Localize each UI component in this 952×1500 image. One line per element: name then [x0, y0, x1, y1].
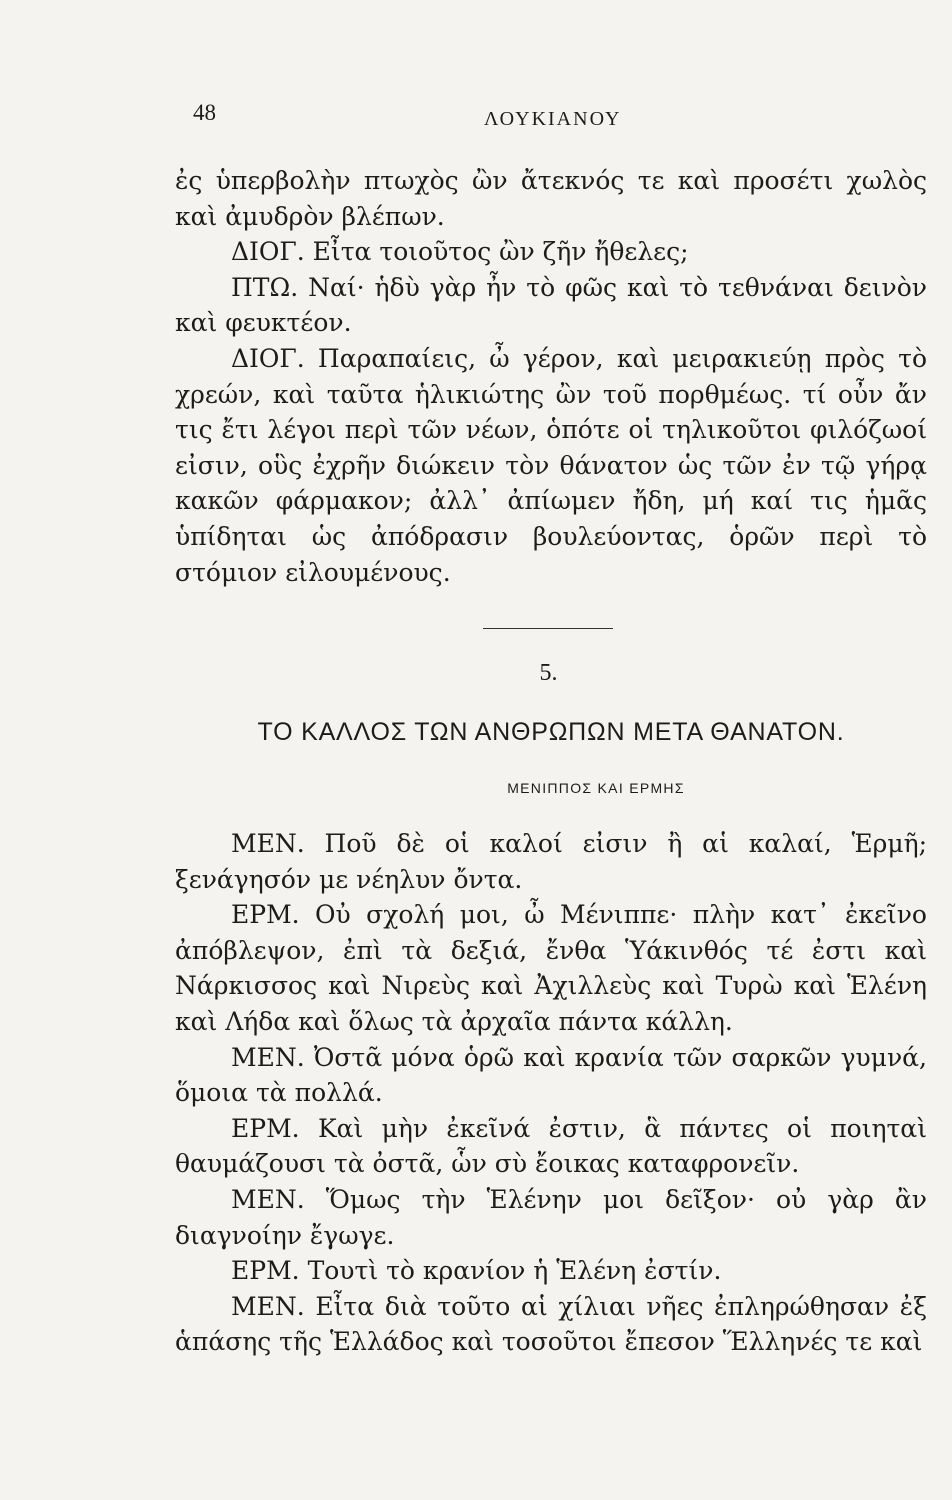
section-number: 5.	[539, 660, 558, 686]
paragraph: ΜΕΝ. Εἶτα διὰ τοῦτο αἱ χίλιαι νῆες ἐπληρώθησαν ἐξ ἁπάσης τῆς Ἑλλάδος καὶ τοσοῦτοι ἔπεσον Ἕλληνές τε καὶ	[175, 1291, 927, 1357]
paragraph: ΜΕΝ. Ὅμως τὴν Ἑλένην μοι δεῖξον· οὐ γὰρ ἂν διαγνοίην ἔγωγε.	[175, 1184, 927, 1250]
paragraph: ΕΡΜ. Οὐ σχολή μοι, ὦ Μένιππε· πλὴν κατ᾽ ἐκεῖνο ἀπόβλεψον, ἐπὶ τὰ δεξιά, ἔνθα Ὑάκινθός τέ ἐστι καὶ Νάρκισσος καὶ Νιρεὺς καὶ Ἀχιλλεὺς καὶ Τυρὼ καὶ Ἑλένη καὶ Λήδα καὶ ὅλως τὰ ἀρχαῖα πάντα κάλλη.	[175, 900, 927, 1036]
dramatis-personae: ΜΕΝΙΠΠΟΣ ΚΑΙ ΕΡΜΗΣ	[507, 780, 685, 796]
paragraph: ΔΙΟΓ. Παραπαίεις, ὦ γέρον, καὶ μειρακιεύῃ πρὸς τὸ χρεών, καὶ ταῦτα ἡλικιώτης ὢν τοῦ πορθμέως. τί οὖν ἄν τις ἔτι λέγοι περὶ τῶν νέων, ὁπότε οἱ τηλικοῦτοι φιλόζωοί εἰσιν, οὓς ἐχρῆν διώκειν τὸν θάνατον ὡς τῶν ἐν τῷ γήρᾳ κακῶν φάρμακον; ἀλλ᾽ ἀπίωμεν ἤδη, μή καί τις ἡμᾶς ὑπίδηται ὡς ἀπόδρασιν βουλεύοντας, ὁρῶν περὶ τὸ στόμιον εἰλουμένους.	[175, 343, 927, 587]
paragraph: ΜΕΝ. Ποῦ δὲ οἱ καλοί εἰσιν ἢ αἱ καλαί, Ἑρμῆ; ξενάγησόν με νέηλυν ὄντα.	[175, 829, 927, 894]
paragraph: ἐς ὑπερβολὴν πτωχὸς ὢν ἄτεκνός τε καὶ προσέτι χωλὸς καὶ ἀμυδρὸν βλέπων.	[175, 166, 927, 231]
page-header	[0, 100, 952, 140]
paragraph: ΕΡΜ. Καὶ μὴν ἐκεῖνά ἐστιν, ἃ πάντες οἱ ποιηταὶ θαυμάζουσι τὰ ὀστᾶ, ὧν σὺ ἔοικας καταφρονεῖν.	[175, 1113, 927, 1179]
section-divider	[483, 628, 613, 629]
dialogue-text-block	[175, 826, 927, 1360]
paragraph: ΕΡΜ. Τουτὶ τὸ κρανίον ἡ Ἑλένη ἐστίν.	[231, 1256, 722, 1286]
running-head: ΛΟΥΚΙΑΝΟΥ	[484, 108, 622, 130]
paragraph: ΔΙΟΓ. Εἶτα τοιοῦτος ὢν ζῆν ἤθελες;	[231, 237, 689, 267]
paragraph: ΜΕΝ. Ὀστᾶ μόνα ὁρῶ καὶ κρανία τῶν σαρκῶν γυμνά, ὅμοια τὰ πολλά.	[175, 1042, 927, 1108]
page-number: 48	[193, 100, 216, 125]
paragraph: ΠΤΩ. Ναί· ἡδὺ γὰρ ἦν τὸ φῶς καὶ τὸ τεθνάναι δεινὸν καὶ φευκτέον.	[175, 272, 927, 338]
top-text-block	[175, 163, 927, 590]
section-title: ΤΟ ΚΑΛΛΟΣ ΤΩΝ ΑΝΘΡΩΠΩΝ ΜΕΤΑ ΘΑΝΑΤΟΝ.	[257, 718, 845, 746]
